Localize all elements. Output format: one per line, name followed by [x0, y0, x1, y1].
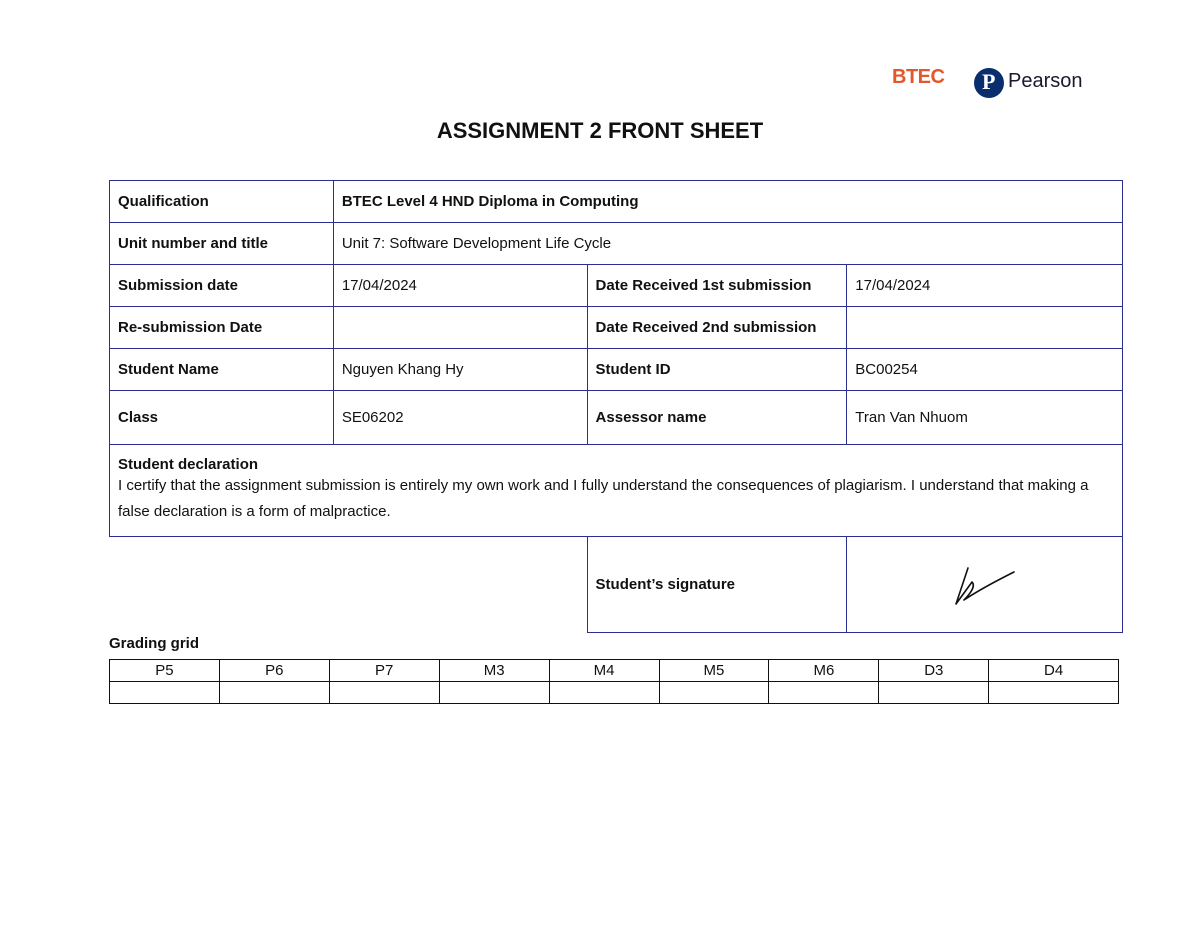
declaration-heading: Student declaration	[118, 456, 259, 473]
grade-header-p5: P5	[110, 660, 220, 682]
signature-spacer	[110, 537, 588, 633]
grade-value-m4	[549, 682, 659, 704]
btec-logo: BTEC	[892, 66, 945, 88]
unit-label: Unit number and title	[110, 223, 334, 265]
grade-value-m5	[659, 682, 769, 704]
resubmission-label: Re-submission Date	[110, 307, 334, 349]
grading-value-row	[110, 682, 1119, 704]
row-resubmission	[110, 307, 1123, 349]
signature-mark	[950, 560, 1020, 610]
grade-value-d3	[879, 682, 989, 704]
grade-header-m4: M4	[549, 660, 659, 682]
row-submission-date	[110, 265, 1123, 307]
grade-value-p7	[329, 682, 439, 704]
grade-value-d4	[989, 682, 1119, 704]
submission-date-label: Submission date	[110, 265, 334, 307]
assessor-value: Tran Van Nhuom	[847, 391, 1123, 445]
grade-value-p5	[110, 682, 220, 704]
row-unit	[110, 223, 1123, 265]
declaration-text: I certify that the assignment submission is entirely my own work and I fully understand the consequences of plagiarism. I understand that making a false declaration is a form of malpractice.	[118, 477, 1089, 520]
grading-grid-label: Grading grid	[109, 635, 199, 652]
declaration-cell	[110, 445, 1123, 537]
class-label: Class	[110, 391, 334, 445]
grade-value-m3	[439, 682, 549, 704]
unit-value: Unit 7: Software Development Life Cycle	[333, 223, 1122, 265]
pearson-logo-text: Pearson	[1008, 70, 1083, 92]
page-title: ASSIGNMENT 2 FRONT SHEET	[436, 118, 764, 143]
resubmission-value	[333, 307, 587, 349]
student-id-value: BC00254	[847, 349, 1123, 391]
received-2nd-label: Date Received 2nd submission	[587, 307, 847, 349]
grading-grid	[109, 659, 1119, 704]
grade-header-m5: M5	[659, 660, 769, 682]
received-1st-value: 17/04/2024	[847, 265, 1123, 307]
grade-header-p6: P6	[219, 660, 329, 682]
grade-value-p6	[219, 682, 329, 704]
student-name-label: Student Name	[110, 349, 334, 391]
qualification-label: Qualification	[110, 181, 334, 223]
row-student	[110, 349, 1123, 391]
pearson-logo-mark: P	[974, 68, 1004, 98]
submission-date-value: 17/04/2024	[333, 265, 587, 307]
grade-header-p7: P7	[329, 660, 439, 682]
class-value: SE06202	[333, 391, 587, 445]
assessor-label: Assessor name	[587, 391, 847, 445]
grade-header-m6: M6	[769, 660, 879, 682]
grading-header-row	[110, 660, 1119, 682]
grade-header-d4: D4	[989, 660, 1119, 682]
received-2nd-value	[847, 307, 1123, 349]
header-logos	[888, 64, 1088, 104]
student-id-label: Student ID	[587, 349, 847, 391]
student-name-value: Nguyen Khang Hy	[333, 349, 587, 391]
row-signature	[110, 537, 1123, 633]
received-1st-label: Date Received 1st submission	[587, 265, 847, 307]
front-sheet-table	[109, 180, 1123, 633]
row-class	[110, 391, 1123, 445]
row-declaration	[110, 445, 1123, 537]
grade-header-m3: M3	[439, 660, 549, 682]
qualification-value: BTEC Level 4 HND Diploma in Computing	[333, 181, 1122, 223]
signature-label: Student’s signature	[587, 537, 847, 633]
signature-cell	[847, 537, 1123, 633]
row-qualification	[110, 181, 1123, 223]
grade-value-m6	[769, 682, 879, 704]
grade-header-d3: D3	[879, 660, 989, 682]
